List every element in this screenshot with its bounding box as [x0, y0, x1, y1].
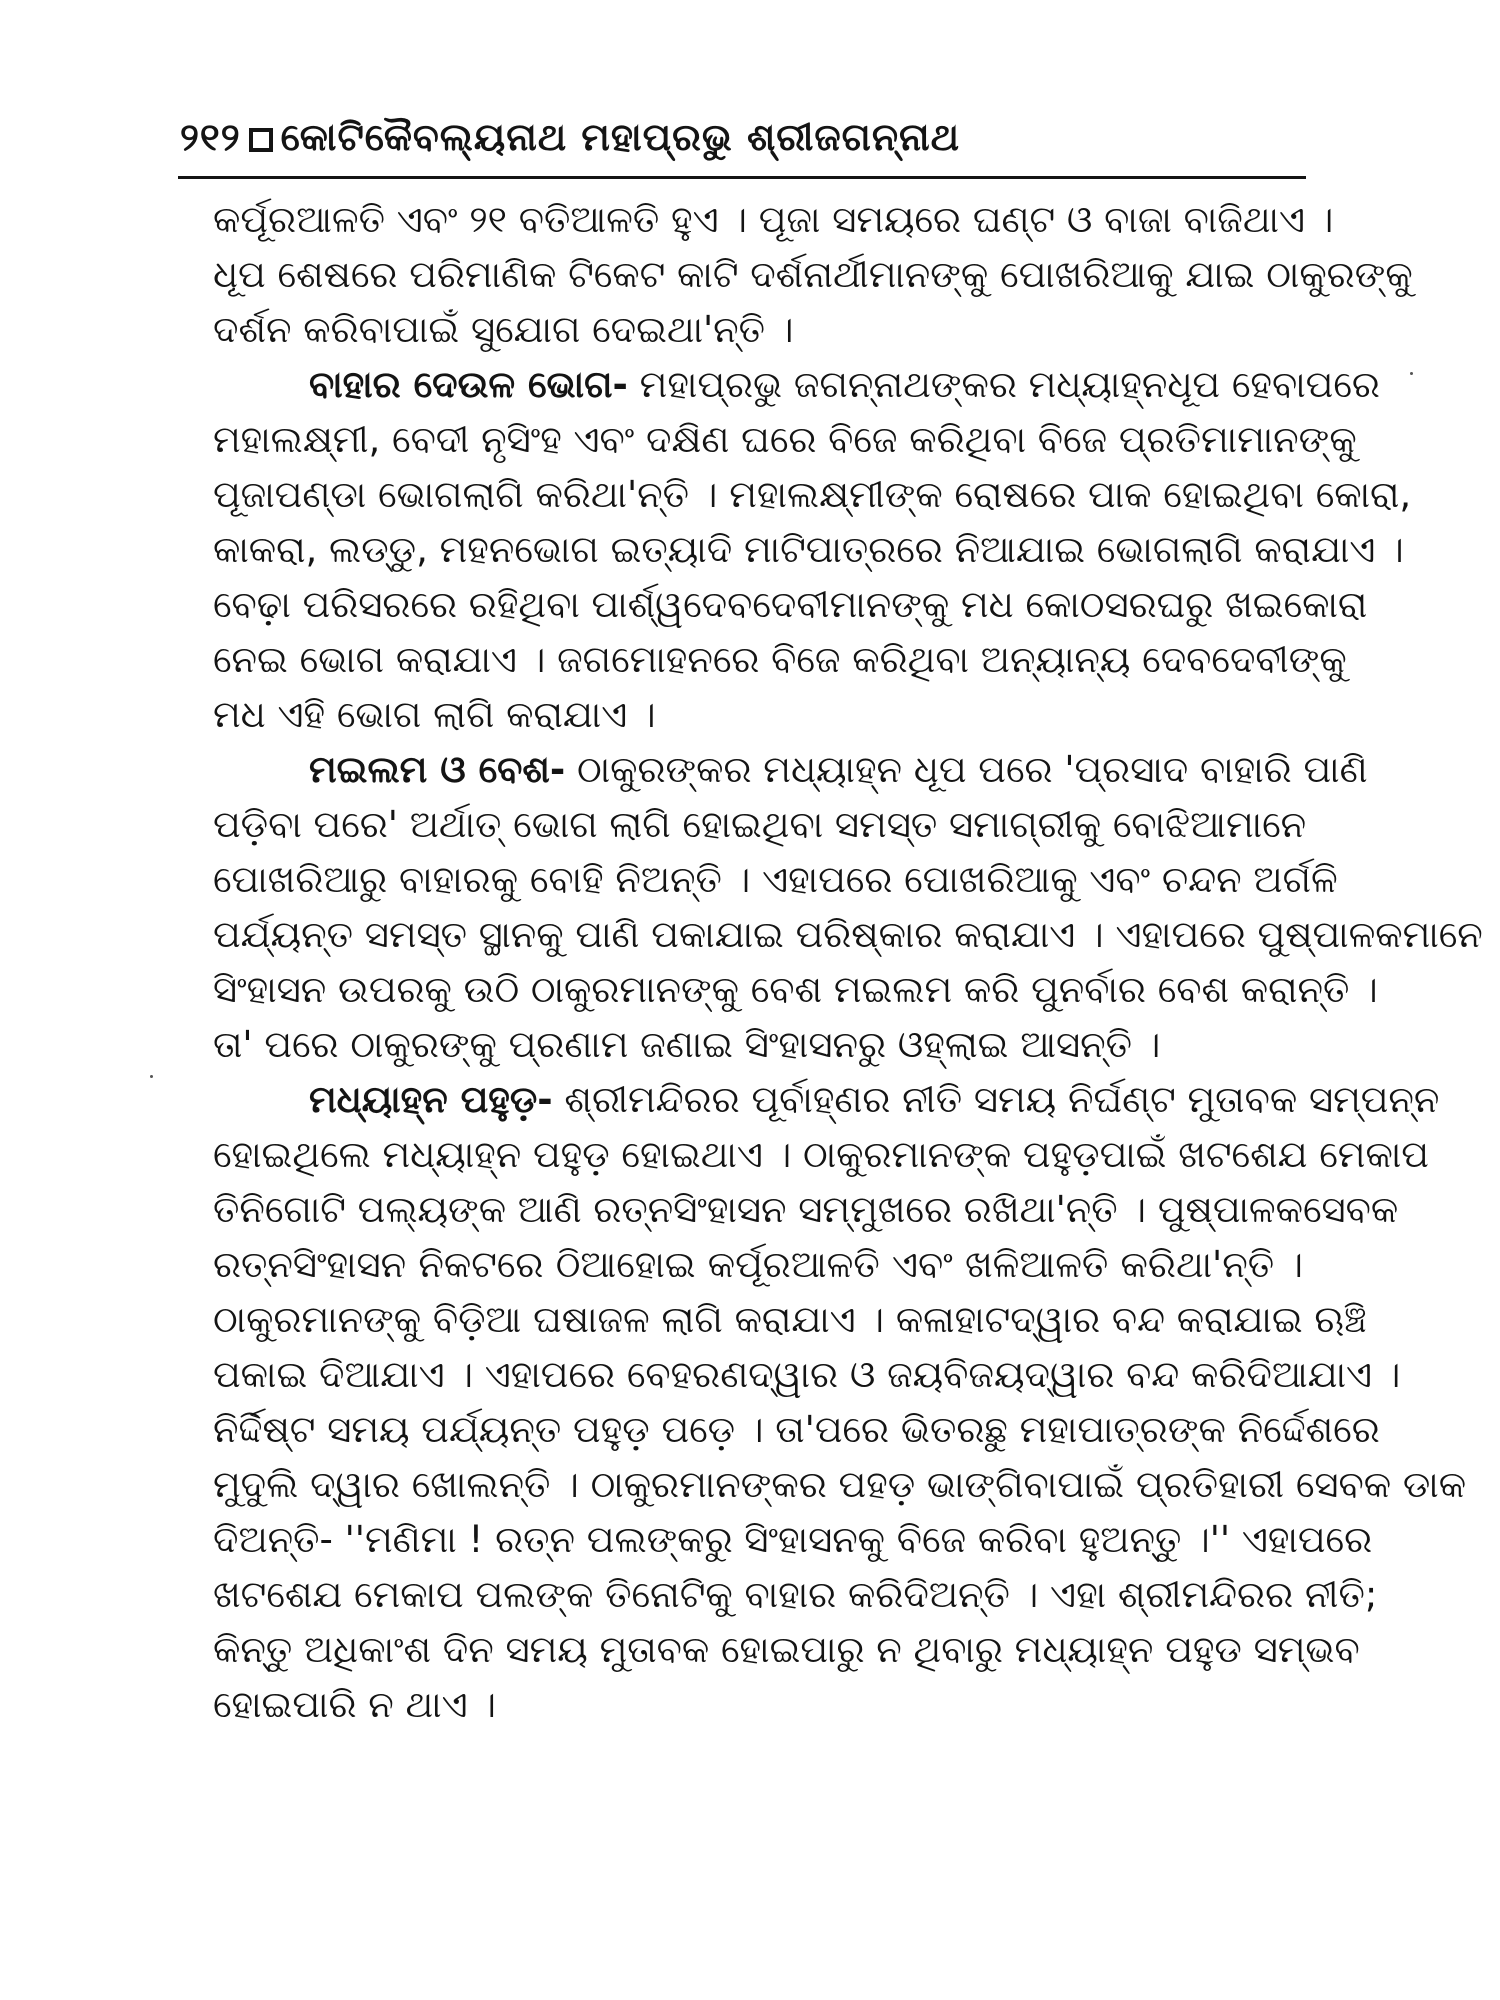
book-title: କୋଟିକୈବଲ୍ୟନାଥ ମହାପ୍ରଭୁ ଶ୍ରୀଜଗନ୍ନାଥ [280, 115, 960, 159]
text-line: ହୋଇଥିଲେ ମଧ୍ୟାହ୍ନ ପହୁଡ଼ ହୋଇଥାଏ । ଠାକୁରମାନଙ୍କ ପହୁଡ଼ପାଇଁ ଖଟଶେଯ ମେକାପ [213, 1133, 1429, 1176]
text-line: କାକରା, ଲଡ୍ଡୁ, ମହନଭୋଗ ଇତ୍ୟାଦି ମାଟିପାତ୍ରରେ ନିଆଯାଇ ଭୋଗଲାଗି କରାଯାଏ । [213, 528, 1404, 571]
section-heading: ମଇଲମ ଓ ବେଶ- [309, 748, 566, 791]
section-first-line: ମଧ୍ୟାହ୍ନ ପହୁଡ଼- ଶ୍ରୀମନ୍ଦିରର ପୂର୍ବାହ୍ଣର ନୀତି ସମୟ ନିର୍ଘଣ୍ଟ ମୁତାବକ ସମ୍ପନ୍ନ [309, 1078, 1440, 1121]
text-line: ସିଂହାସନ ଉପରକୁ ଉଠି ଠାକୁରମାନଙ୍କୁ ବେଶ ମଇଲମ କରି ପୁନର୍ବାର ବେଶ କରାନ୍ତି । [213, 968, 1378, 1011]
text-line: ବେଢ଼ା ପରିସରରେ ରହିଥିବା ପାର୍ଶ୍ୱଦେବଦେବୀମାନଙ୍କୁ ମଧ କୋଠସରଘରୁ ଖଇକୋରା [213, 583, 1368, 626]
square-ornament-icon [249, 128, 273, 152]
section-heading: ବାହାର ଦେଉଳ ଭୋଗ- [309, 363, 628, 406]
text-line: ପଡ଼ିବା ପରେ' ଅର୍ଥାତ୍ ଭୋଗ ଲାଗି ହୋଇଥିବା ସମସ୍ତ ସମାଗ୍ରୀକୁ ବୋଝିଆମାନେ [213, 803, 1307, 846]
text-line: ଦର୍ଶନ କରିବାପାଇଁ ସୁଯୋଗ ଦେଇଥା'ନ୍ତି । [213, 308, 794, 351]
text-line: ମହାଲକ୍ଷ୍ମୀ, ବେଦୀ ନୃସିଂହ ଏବଂ ଦକ୍ଷିଣ ଘରେ ବିଜେ କରିଥିବା ବିଜେ ପ୍ରତିମାମାନଙ୍କୁ [213, 418, 1357, 461]
text-line: ପର୍ଯ୍ୟନ୍ତ ସମସ୍ତ ସ୍ଥାନକୁ ପାଣି ପକାଯାଇ ପରିଷ୍କାର କରାଯାଏ । ଏହାପରେ ପୁଷ୍ପାଳକମାନେ [213, 913, 1483, 956]
text-line: ପୋଖରିଆରୁ ବାହାରକୁ ବୋହି ନିଅନ୍ତି । ଏହାପରେ ପୋଖରିଆକୁ ଏବଂ ଚନ୍ଦନ ଅର୍ଗଳି [213, 858, 1338, 901]
page-number: ୨୧୨ [180, 115, 241, 159]
text-line: ମଧ ଏହି ଭୋଗ ଲାଗି କରାଯାଏ । [213, 693, 656, 736]
running-head [180, 115, 960, 160]
text-line: ତିନିଗୋଟି ପଲ୍ୟଙ୍କ ଆଣି ରତ୍ନସିଂହାସନ ସମ୍ମୁଖରେ ରଖିଥା'ନ୍ତି । ପୁଷ୍ପାଳକସେବକ [213, 1188, 1399, 1231]
section-first-line: ବାହାର ଦେଉଳ ଭୋଗ- ମହାପ୍ରଭୁ ଜଗନ୍ନାଥଙ୍କର ମଧ୍ୟାହ୍ନଧୂପ ହେବାପରେ [309, 363, 1380, 406]
text-line: ପୂଜାପଣ୍ଡା ଭୋଗଲାଗି କରିଥା'ନ୍ତି । ମହାଲକ୍ଷ୍ମୀଙ୍କ ରୋଷରେ ପାକ ହୋଇଥିବା କୋରା, [213, 473, 1412, 516]
text-line: ନେଇ ଭୋଗ କରାଯାଏ । ଜଗମୋହନରେ ବିଜେ କରିଥିବା ଅନ୍ୟାନ୍ୟ ଦେବଦେବୀଙ୍କୁ [213, 638, 1347, 681]
text-line: ଦିଅନ୍ତି- ''ମଣିମା ! ରତ୍ନ ପଲଙ୍କରୁ ସିଂହାସନକୁ ବିଜେ କରିବା ହୁଅନ୍ତୁ ।'' ଏହାପରେ [213, 1518, 1373, 1561]
text-line: ତା' ପରେ ଠାକୁରଙ୍କୁ ପ୍ରଣାମ ଜଣାଇ ସିଂହାସନରୁ ଓହ୍ଲାଇ ଆସନ୍ତି । [213, 1023, 1161, 1066]
header-rule [178, 176, 1306, 179]
text-line: ନିର୍ଦ୍ଦିଷ୍ଟ ସମୟ ପର୍ଯ୍ୟନ୍ତ ପହୁଡ଼ ପଡ଼େ । ତା'ପରେ ଭିତରଛୁ ମହାପାତ୍ରଙ୍କ ନିର୍ଦ୍ଦେଶରେ [213, 1408, 1380, 1451]
scan-speck [150, 1075, 153, 1078]
text-line: ହୋଇପାରି ନ ଥାଏ । [213, 1683, 497, 1726]
section-heading: ମଧ୍ୟାହ୍ନ ପହୁଡ଼- [309, 1078, 553, 1121]
text-line: କିନ୍ତୁ ଅଧିକାଂଶ ଦିନ ସମୟ ମୁତାବକ ହୋଇପାରୁ ନ ଥିବାରୁ ମଧ୍ୟାହ୍ନ ପହୁଡ ସମ୍ଭବ [213, 1628, 1360, 1671]
text-line: କର୍ପୂରଆଳତି ଏବଂ ୨୧ ବତିଆଳତି ହୁଏ । ପୂଜା ସମୟରେ ଘଣ୍ଟ ଓ ବାଜା ବାଜିଥାଏ । [213, 198, 1334, 241]
section-first-line: ମଇଲମ ଓ ବେଶ- ଠାକୁରଙ୍କର ମଧ୍ୟାହ୍ନ ଧୂପ ପରେ 'ପ୍ରସାଦ ବାହାରି ପାଣି [309, 748, 1368, 791]
text-line: ପକାଇ ଦିଆଯାଏ । ଏହାପରେ ବେହରଣଦ୍ୱାର ଓ ଜୟବିଜୟଦ୍ୱାର ବନ୍ଦ କରିଦିଆଯାଏ । [213, 1353, 1401, 1396]
text-line: ଖଟଶେଯ ମେକାପ ପଲଙ୍କ ତିନୋଟିକୁ ବାହାର କରିଦିଅନ୍ତି । ଏହା ଶ୍ରୀମନ୍ଦିରର ନୀତି; [213, 1573, 1378, 1616]
text-line: ମୁଦୁଲି ଦ୍ୱାର ଖୋଲନ୍ତି । ଠାକୁରମାନଙ୍କର ପହଡ଼ ଭାଙ୍ଗିବାପାଇଁ ପ୍ରତିହାରୀ ସେବକ ଡାକ [213, 1463, 1467, 1506]
scan-speck [1410, 372, 1413, 375]
text-line: ଠାକୁରମାନଙ୍କୁ ବିଡ଼ିଆ ଘଷାଜଳ ଲାଗି କରାଯାଏ । କଳାହାଟଦ୍ୱାର ବନ୍ଦ କରାଯାଇ ଋଞ୍ଚି [213, 1298, 1367, 1341]
text-line: ଧୂପ ଶେଷରେ ପରିମାଣିକ ଟିକେଟ କାଟି ଦର୍ଶନାର୍ଥୀମାନଙ୍କୁ ପୋଖରିଆକୁ ଯାଇ ଠାକୁରଙ୍କୁ [213, 253, 1413, 296]
body-text [213, 192, 1483, 1732]
text-line: ରତ୍ନସିଂହାସନ ନିକଟରେ ଠିଆହୋଇ କର୍ପୂରଆଳତି ଏବଂ ଖଳିଆଳତି କରିଥା'ନ୍ତି । [213, 1243, 1303, 1286]
